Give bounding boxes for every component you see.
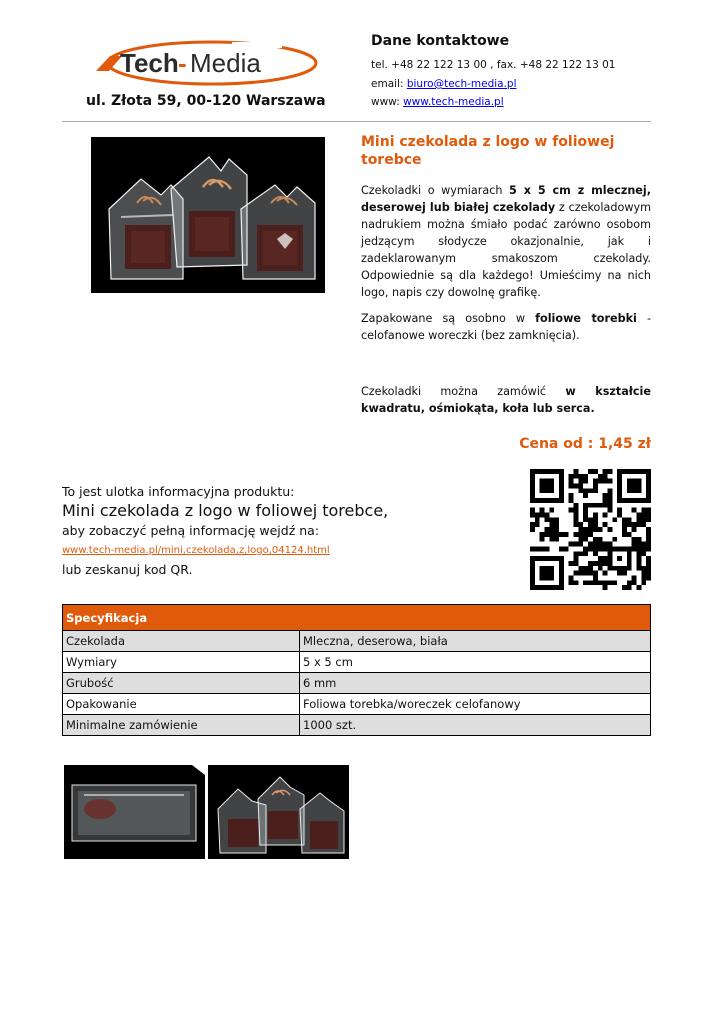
desc2-bold: foliowe torebki xyxy=(535,312,637,325)
spec-value: Mleczna, deserowa, biała xyxy=(300,631,651,652)
email-label: email: xyxy=(371,78,404,90)
table-row xyxy=(63,673,651,694)
spec-label: Czekolada xyxy=(63,631,300,652)
desc2-text-b: - celofanowe woreczki (bez zamknięcia). xyxy=(361,312,652,342)
qr-code[interactable] xyxy=(530,469,651,590)
email-link[interactable]: biuro@tech-media.pl xyxy=(406,78,517,90)
table-row xyxy=(63,694,651,715)
leaflet-info xyxy=(62,484,502,580)
tech-media-logo xyxy=(92,38,324,86)
product-description-3 xyxy=(361,383,651,417)
leaflet-goto: aby zobaczyć pełną informację wejdź na: xyxy=(62,523,320,538)
spec-value: 5 x 5 cm xyxy=(300,652,651,673)
company-address: ul. Złota 59, 00-120 Warszawa xyxy=(86,93,326,109)
product-title: Mini czekolada z logo w foliowej torebce xyxy=(361,134,615,168)
spec-header: Specyfikacja xyxy=(63,605,651,631)
spec-table xyxy=(62,604,651,736)
www-link[interactable]: www.tech-media.pl xyxy=(403,96,504,108)
logo-text-tech: Tech xyxy=(120,48,179,78)
product-description-2 xyxy=(361,310,651,344)
spec-label: Opakowanie xyxy=(63,694,300,715)
www-label: www: xyxy=(371,96,400,108)
spec-label: Grubość xyxy=(63,673,300,694)
product-url-link[interactable]: www.tech-media.pl/mini,czekolada,z,logo,04124.html xyxy=(62,545,330,556)
spec-value: 6 mm xyxy=(300,673,651,694)
logo-text-media: Media xyxy=(190,48,261,78)
desc2-text-a: Zapakowane są osobno w xyxy=(361,312,536,325)
leaflet-name-suffix: , xyxy=(383,501,389,520)
leaflet-scan: lub zeskanuj kod QR. xyxy=(62,562,193,577)
gallery-thumbnail-1[interactable] xyxy=(64,765,205,859)
logo-text-dash: - xyxy=(178,48,187,78)
desc3-text-a: Czekoladki można zamówić xyxy=(361,385,566,398)
table-row xyxy=(63,715,651,736)
desc1-bold: 5 x 5 cm z mlecznej, deserowej lub białej czekolady xyxy=(361,184,651,214)
desc1-text-b: z czekoladowym nadrukiem można śmiało podać zarówno osobom jedzącym słodycze okazjonalnie, jak i zadeklarowanym smakoszom czekolady. Odpowiednie są dla każdego! Umieścimy na nich logo, napis czy dowolnę grafikę. xyxy=(361,201,651,299)
price-label: Cena od : 1,45 zł xyxy=(519,436,651,452)
gallery-thumbnail-2[interactable] xyxy=(208,765,349,859)
leaflet-intro: To jest ulotka informacyjna produktu: xyxy=(62,484,295,499)
leaflet-name-text: Mini czekolada z logo w foliowej torebce xyxy=(62,501,384,520)
header-divider xyxy=(62,121,651,122)
contact-phones: tel. +48 22 122 13 00 , fax. +48 22 122 13 01 xyxy=(371,59,616,71)
contact-www-line xyxy=(371,96,504,108)
desc1-text-a: Czekoladki o wymiarach xyxy=(361,184,510,197)
contact-title: Dane kontaktowe xyxy=(371,33,510,49)
table-row xyxy=(63,631,651,652)
table-row xyxy=(63,652,651,673)
product-description-1 xyxy=(361,182,651,301)
spec-label: Wymiary xyxy=(63,652,300,673)
product-photo xyxy=(91,137,325,293)
spec-value: 1000 szt. xyxy=(300,715,651,736)
spec-value: Foliowa torebka/woreczek celofanowy xyxy=(300,694,651,715)
spec-label: Minimalne zamówienie xyxy=(63,715,300,736)
contact-email-line xyxy=(371,78,517,90)
desc3-bold: w kształcie kwadratu, ośmiokąta, koła lub serca. xyxy=(361,385,651,415)
leaflet-product-name xyxy=(62,500,502,522)
